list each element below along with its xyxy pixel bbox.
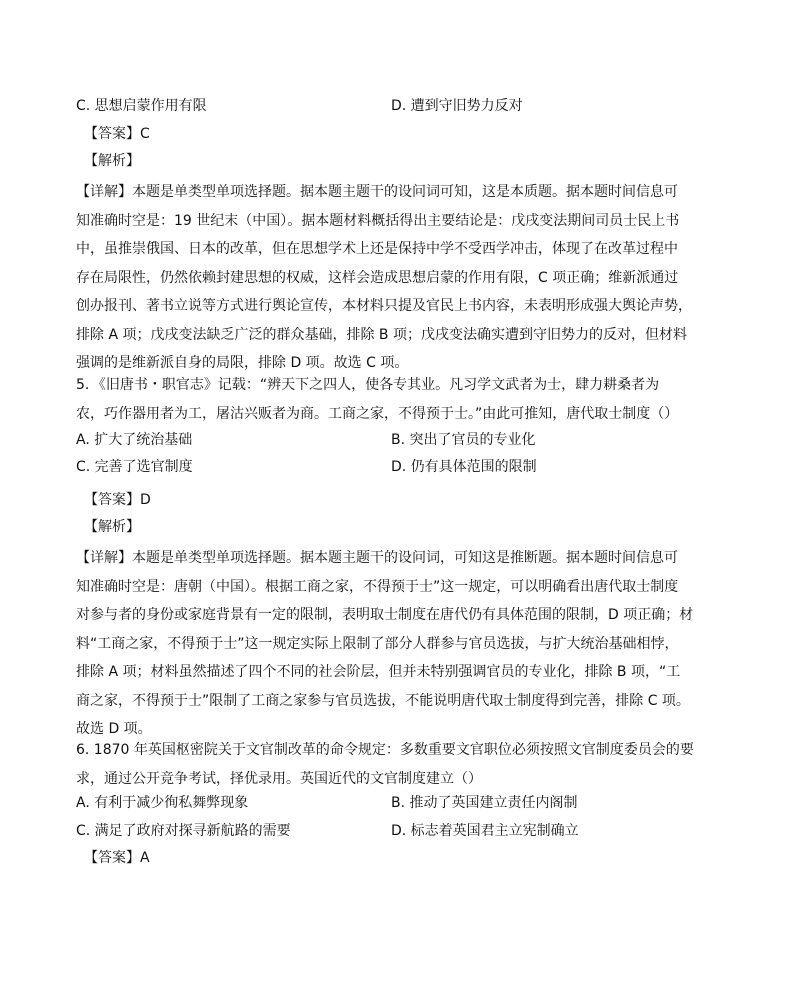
q5-stem-line: 农，巧作器用者为工，屠沽兴贩者为商。工商之家，不得预于士。”由此可推知，唐代取士制度（） xyxy=(76,405,679,422)
q5-stem xyxy=(76,371,728,428)
q5-answer: 【答案】D xyxy=(84,492,151,508)
q6-option-a: A. 有利于减少徇私舞弊现象 xyxy=(76,795,249,811)
q5-detail-line: 排除 A 项；材料虽然描述了四个不同的社会阶层，但并未特别强调官员的专业化，排除 B 项，“工 xyxy=(76,664,681,680)
q5-detail-line: 料“工商之家，不得预于士”这一规定实际上限制了部分人群参与官员选拔，与扩大统治基础相悖， xyxy=(76,635,679,652)
q6-option-c: C. 满足了政府对探寻新航路的需要 xyxy=(76,823,291,839)
q6-option-d: D. 标志着英国君主立宪制确立 xyxy=(391,823,579,839)
q5-analysis-label: 【解析】 xyxy=(84,519,140,535)
q5-option-c: C. 完善了选官制度 xyxy=(76,459,193,475)
q4-detail xyxy=(76,178,728,378)
q4-detail-line: 排除 A 项；戊戌变法缺乏广泛的群众基础，排除 B 项；戊戌变法确实遭到守旧势力的反对，但材料 xyxy=(76,326,687,343)
q5-detail xyxy=(76,544,728,744)
q6-answer: 【答案】A xyxy=(84,850,150,866)
q4-detail-line: 中，虽推崇俄国、日本的改革，但在思想学术上还是保持中学不受西学冲击，体现了在改革过程中 xyxy=(76,241,678,257)
q6-option-b: B. 推动了英国建立责任内阁制 xyxy=(391,795,578,811)
q5-stem-line: 5．《旧唐书・职官志》记载：“辨天下之四人，使各专其业。凡习学文武者为士，肆力耕桑者为 xyxy=(76,377,660,393)
q4-detail-line: 存在局限性，仍然依赖封建思想的权威，这样会造成思想启蒙的作用有限，C 项正确；维新派通过 xyxy=(76,269,679,286)
q6-stem-line: 求，通过公开竞争考试，择优录用。英国近代的文官制度建立（） xyxy=(76,770,482,787)
q5-detail-line: 故选 D 项。 xyxy=(76,721,152,737)
q4-analysis-label: 【解析】 xyxy=(84,153,140,169)
q5-option-a: A. 扩大了统治基础 xyxy=(76,432,193,448)
q5-detail-line: 商之家，不得预于士”限制了工商之家参与官员选拔，不能说明唐代取士制度得到完善，排除 C 项。 xyxy=(76,692,690,709)
q4-detail-line: 【详解】本题是单类型单项选择题。据本题主题干的设问词可知，这是本质题。据本题时间信息可 xyxy=(76,184,678,200)
q4-option-d: D. 遭到守旧势力反对 xyxy=(391,98,523,114)
q4-option-c: C. 思想启蒙作用有限 xyxy=(76,98,207,114)
q4-answer: 【答案】C xyxy=(84,126,150,142)
q4-detail-line: 强调的是维新派自身的局限，排除 D 项。故选 C 项。 xyxy=(76,355,409,371)
q5-detail-line: 对参与者的身份或家庭背景有一定的限制，表明取士制度在唐代仍有具体范围的限制，D 项正确；材 xyxy=(76,607,694,623)
q5-detail-line: 知准确时空是：唐朝（中国）。根据工商之家，不得预于士”这一规定，可以明确看出唐代取士制度 xyxy=(76,578,679,595)
q5-option-d: D. 仍有具体范围的限制 xyxy=(391,459,537,475)
q4-detail-line: 知准确时空是：19 世纪末（中国）。据本题材料概括得出主要结论是：戊戌变法期间司员士民上书 xyxy=(76,212,680,229)
q5-option-b: B. 突出了官员的专业化 xyxy=(391,432,536,448)
q6-stem xyxy=(76,736,728,793)
q4-detail-line: 创办报刊、著书立说等方式进行舆论宣传，本材料只提及官民上书内容，未表明形成强大舆论声势， xyxy=(76,298,692,314)
q6-stem-line: 6. 1870 年英国枢密院关于文官制改革的命令规定：多数重要文官职位必须按照文官制度委员会的要 xyxy=(76,742,694,758)
q5-detail-line: 【详解】本题是单类型单项选择题。据本题主题干的设问词，可知这是推断题。据本题时间信息可 xyxy=(76,550,678,566)
